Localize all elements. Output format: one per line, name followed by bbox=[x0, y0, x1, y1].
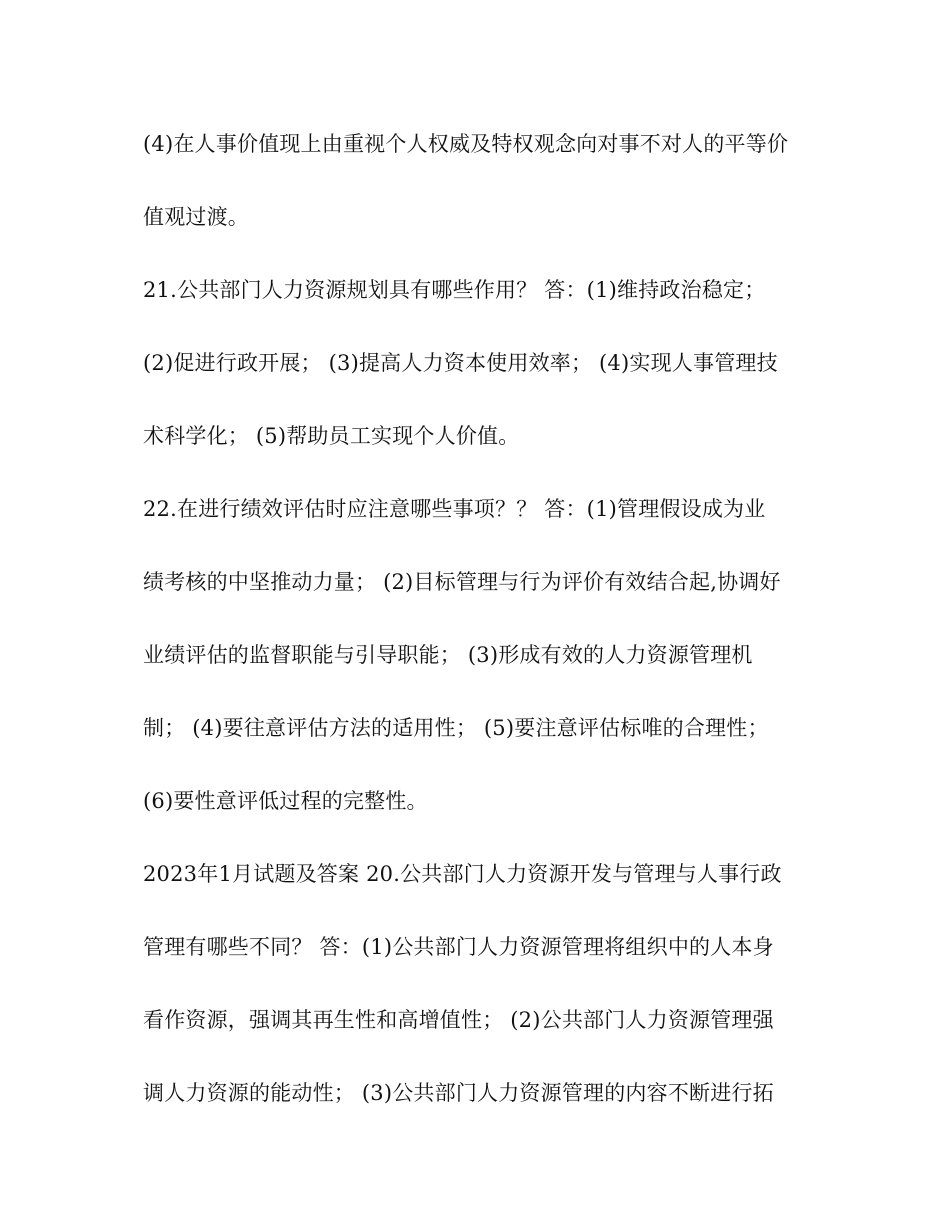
text-line: 术科学化； (5)帮助员工实现个人价值。 bbox=[143, 424, 520, 448]
text-line: 绩考核的中坚推动力量； (2)目标管理与行为评价有效结合起,协调好 bbox=[143, 570, 781, 594]
text-line: 2023年1月试题及答案 20.公共部门人力资源开发与管理与人事行政 bbox=[143, 862, 782, 886]
text-line: 21.公共部门人力资源规划具有哪些作用？ 答：(1)维持政治稳定； bbox=[143, 278, 766, 302]
text-line: 管理有哪些不同？ 答：(1)公共部门人力资源管理将组织中的人本身 bbox=[143, 935, 774, 959]
text-line: 调人力资源的能动性； (3)公共部门人力资源管理的内容不断进行拓 bbox=[143, 1081, 774, 1105]
text-line: 看作资源，强调其再生性和高增值性； (2)公共部门人力资源管理强 bbox=[143, 1008, 774, 1032]
text-line: 值观过渡。 bbox=[143, 205, 249, 229]
text-line: 制； (4)要往意评估方法的适用性； (5)要注意评估标唯的合理性； bbox=[143, 716, 769, 740]
text-line: (2)促进行政开展； (3)提高人力资本使用效率； (4)实现人事管理技 bbox=[143, 351, 778, 375]
text-line: (6)要性意评低过程的完整性。 bbox=[143, 789, 428, 813]
text-line: 22.在进行绩效评估时应注意哪些事项？？ 答：(1)管理假设成为业 bbox=[143, 497, 766, 521]
text-line: 业绩评估的监督职能与引导职能； (3)形成有效的人力资源管理机 bbox=[143, 643, 753, 667]
text-line: (4)在人事价值现上由重视个人权威及特权观念向对事不对人的平等价 bbox=[143, 132, 789, 156]
